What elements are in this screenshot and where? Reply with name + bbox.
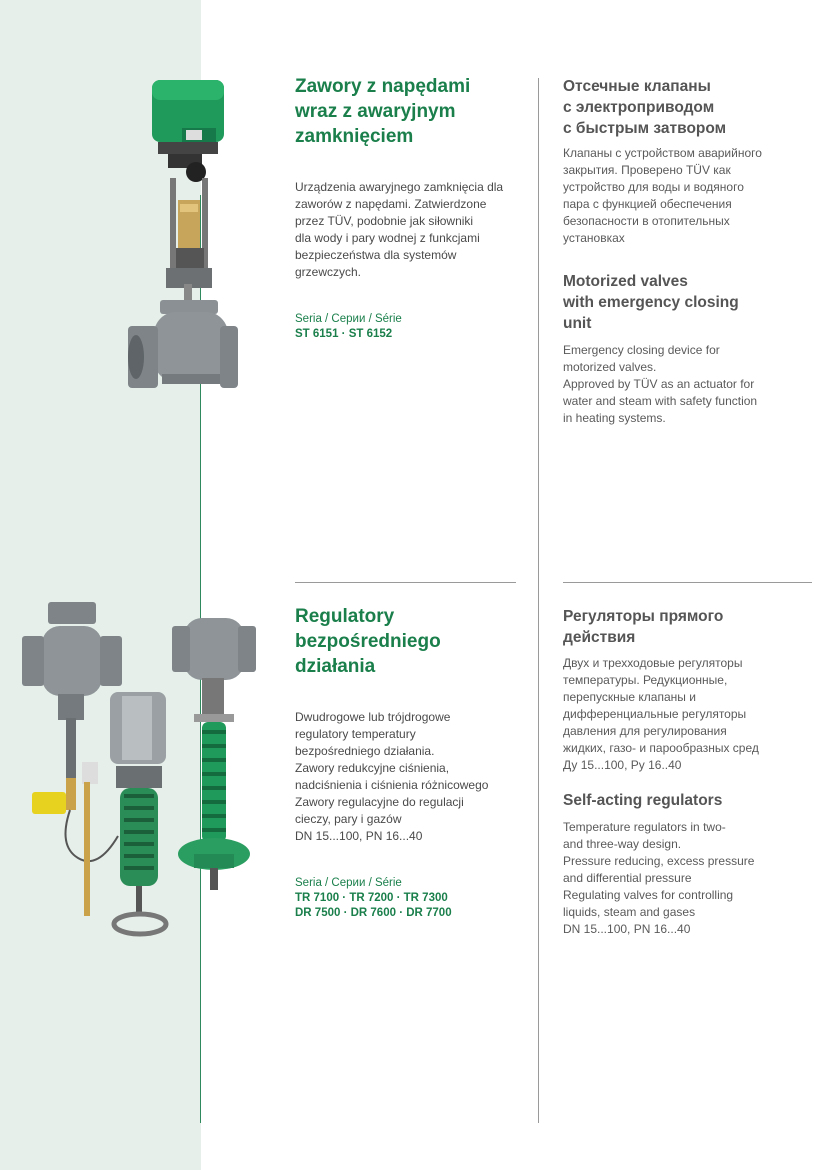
section2-body-pl: Dwudrogowe lub trójdrogowe regulatory temperatury bezpośredniego działania. Zawory redukcyjne ciśnienia, nadciśnienia i ciśnienia różnicowego Zawory regulacyjne do regulacji cieczy, pary i gazów DN 15...100, PN 16...40	[295, 710, 489, 843]
section1-body-pl: Urządzenia awaryjnego zamknięcia dla zaworów z napędami. Zatwierdzone przez TÜV, podobnie jak siłowniki dla wody i pary wodnej z funkcjami bezpieczeństwa dla systemów grzewczych.	[295, 180, 504, 279]
self-acting-regulators-image	[18, 596, 268, 944]
section1-title-pl: Zawory z napędami wraz z awaryjnym zamknięciem	[295, 76, 471, 147]
section2-body-ru: Двух и трехходовые регуляторы температуры. Редукционные, перепускные клапаны и дифференциальные регуляторы давления для регулирования жидких, газо- и парообразных сред Ду 15...100, Ру 16..40	[563, 656, 759, 772]
section1-series-values: ST 6151 · ST 6152	[295, 328, 393, 340]
section-divider-left	[295, 582, 516, 583]
column-divider-line	[538, 78, 539, 1123]
section2-series-label: Seria / Серии / Série	[295, 877, 402, 889]
section1-series-label: Seria / Серии / Série	[295, 313, 402, 325]
motorized-valve-image	[120, 78, 240, 402]
section1-body-ru: Клапаны с устройством аварийного закрытия. Проверено TÜV как устройство для воды и водяного пара с функцией обеспечения безопасности в отопительных установках	[563, 146, 762, 245]
section1-title-en: Motorized valves with emergency closing unit	[563, 273, 739, 332]
section2-series-values: TR 7100 · TR 7200 · TR 7300 DR 7500 · DR 7600 · DR 7700	[295, 892, 452, 919]
section2-title-en: Self-acting regulators	[563, 792, 723, 809]
section-divider-right	[563, 582, 812, 583]
section2-title-ru: Регуляторы прямого действия	[563, 608, 724, 646]
section2-body-en: Temperature regulators in two- and three-way design. Pressure reducing, excess pressure and differential pressure Regulating valves for controlling liquids, steam and gases DN 15...100, PN 16...40	[563, 820, 755, 936]
section1-body-en: Emergency closing device for motorized valves. Approved by TÜV as an actuator for water and steam with safety function in heating systems.	[563, 343, 758, 425]
section2-title-pl: Regulatory bezpośredniego działania	[295, 606, 441, 677]
section1-title-ru: Отсечные клапаны с электроприводом с быстрым затвором	[563, 78, 727, 137]
